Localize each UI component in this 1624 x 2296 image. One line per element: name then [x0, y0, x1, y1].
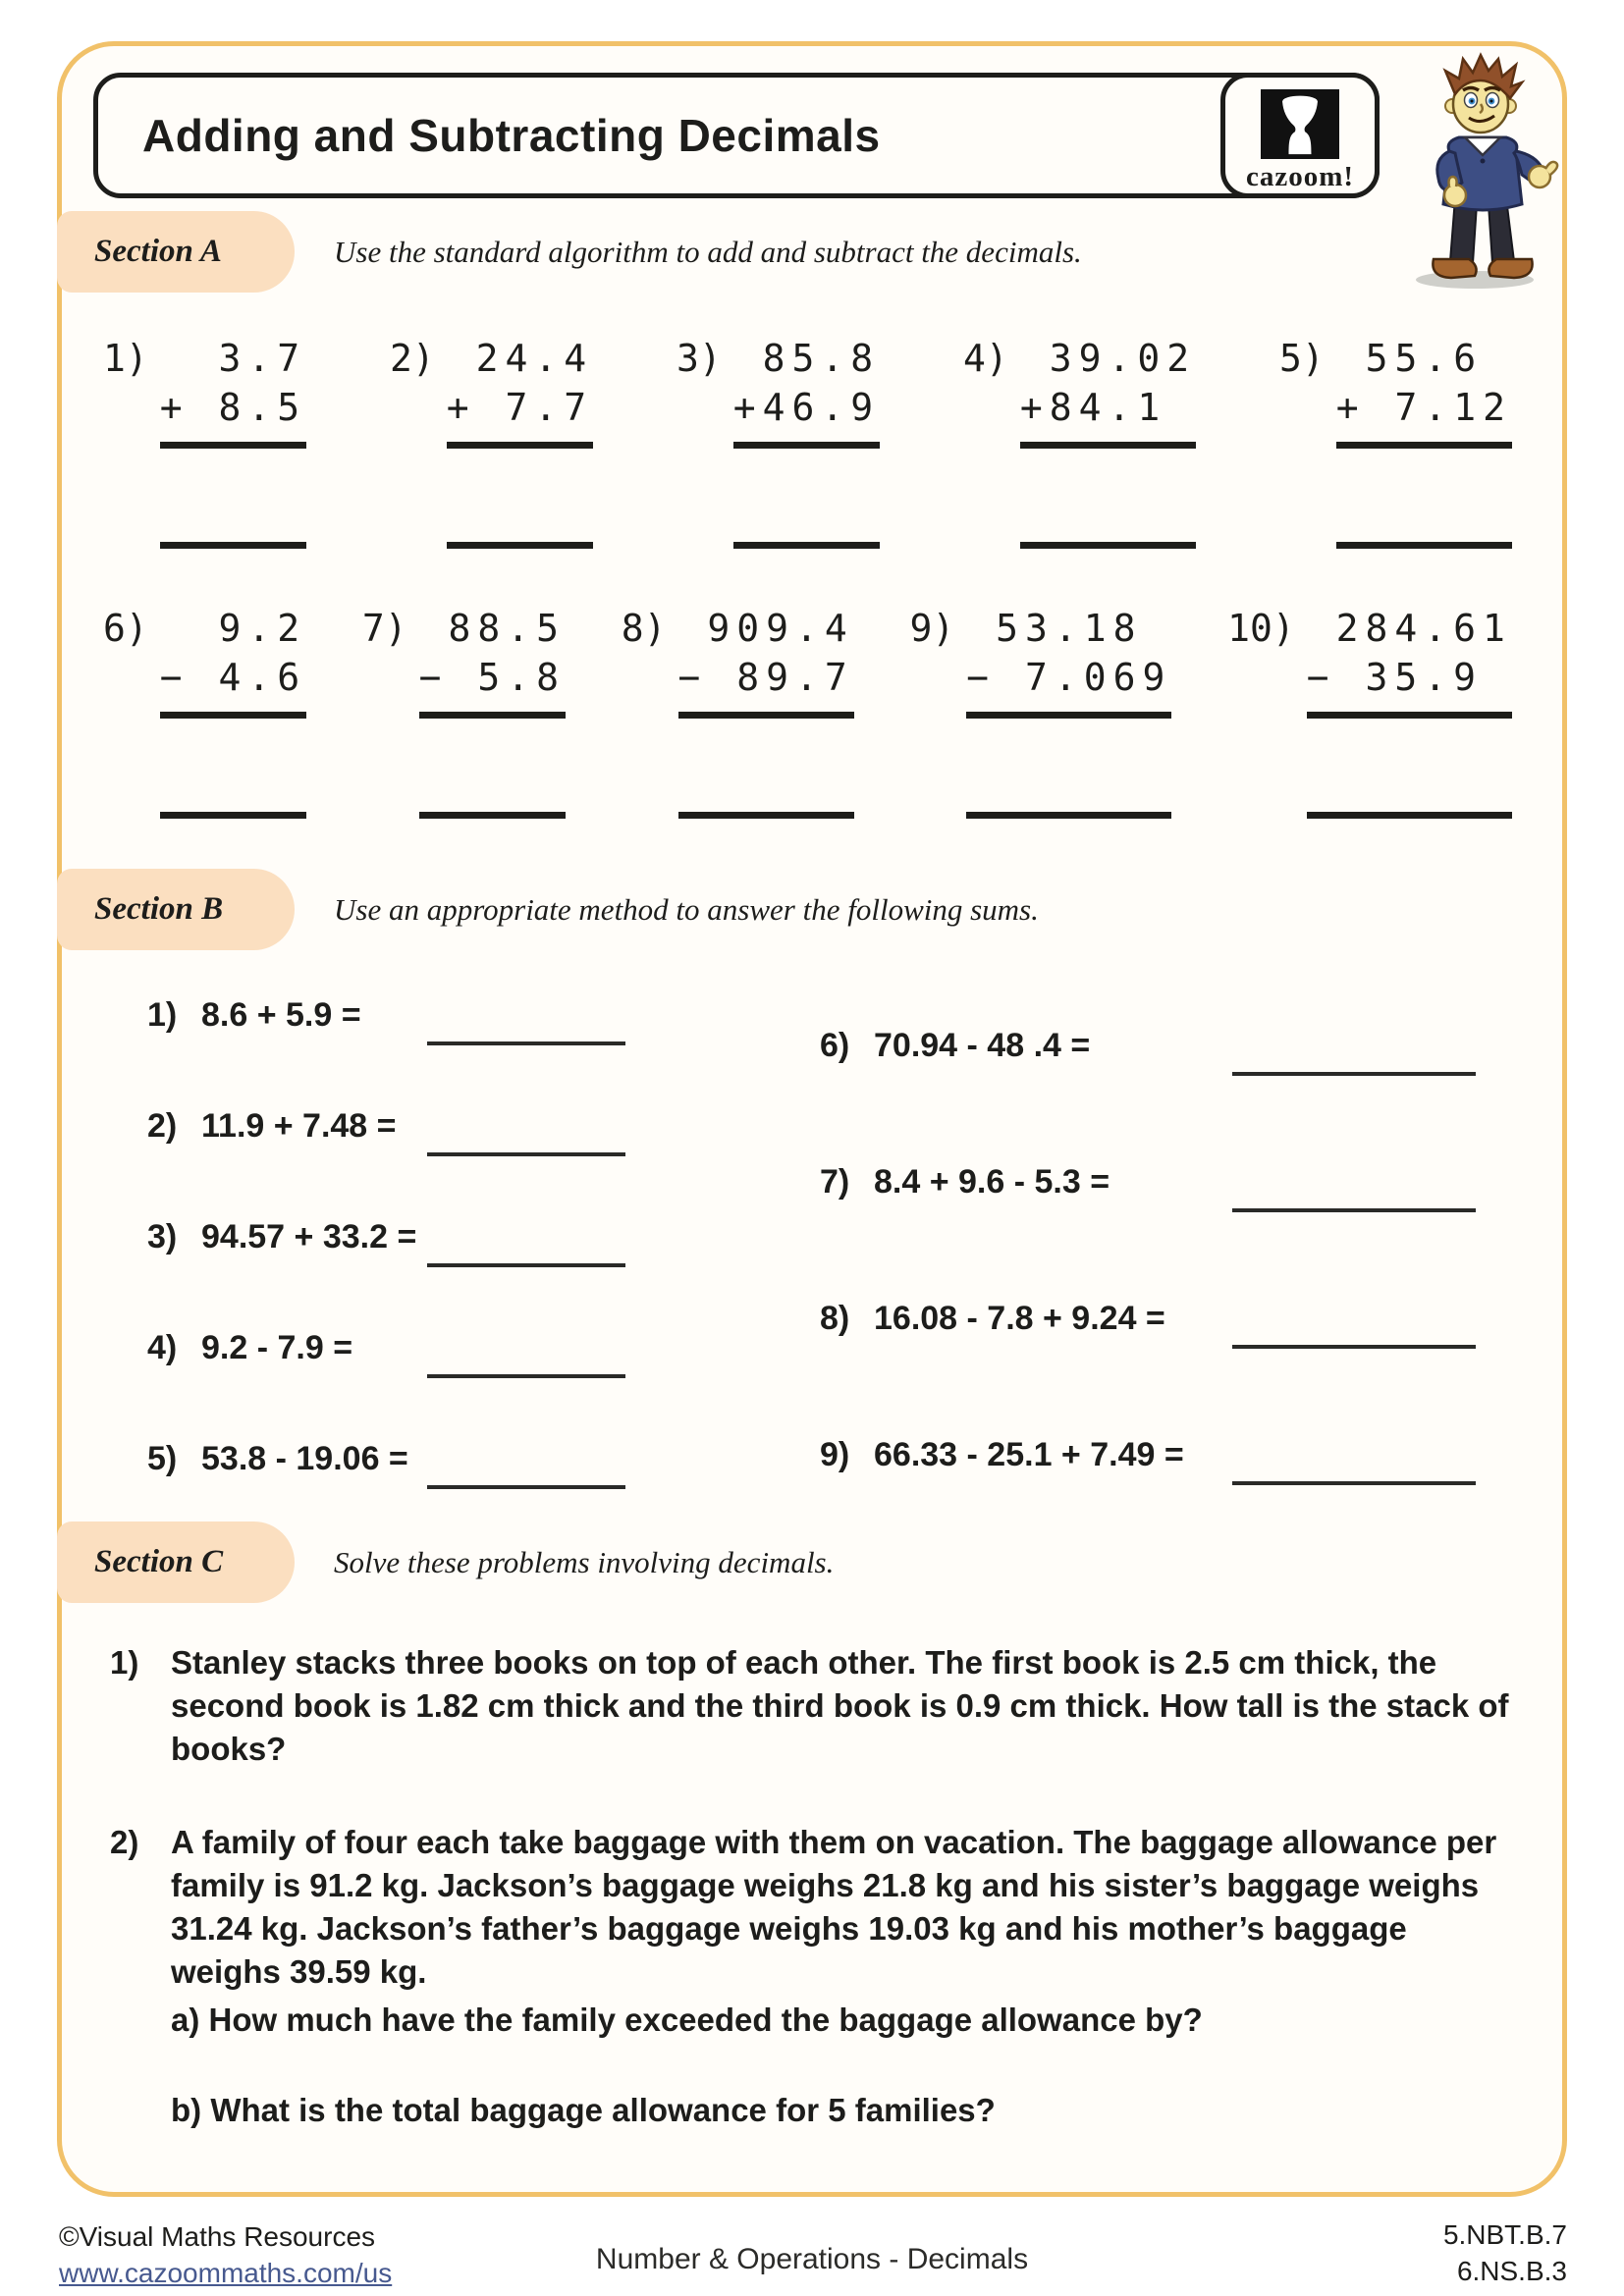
equals-line: [678, 712, 854, 719]
sum-expression: 11.9 + 7.48 =: [201, 1107, 397, 1145]
answer-blank-line: [966, 812, 1171, 819]
answer-blank-line: [427, 1041, 625, 1045]
section-b-right-column: [820, 1027, 1507, 1573]
answer-blank-line: [733, 542, 880, 549]
equals-line: [447, 442, 593, 449]
sum-item: [820, 1300, 1507, 1436]
problem-number: 5): [1278, 337, 1325, 380]
answer-blank-line: [1336, 542, 1512, 549]
sum-item: [147, 1218, 835, 1329]
sum-expression: 8.4 + 9.6 - 5.3 =: [874, 1163, 1110, 1201]
top-operand: 284.61: [1335, 607, 1512, 650]
problem-number: 8): [621, 607, 667, 650]
word-problem-1-number: 1): [110, 1644, 139, 1681]
sum-expression: 16.08 - 7.8 + 9.24 =: [874, 1300, 1165, 1337]
footer-topic: Number & Operations - Decimals: [595, 2243, 1029, 2275]
bottom-operand-with-operator: − 89.7: [677, 656, 854, 699]
top-operand: 9.2: [218, 607, 307, 650]
equals-line: [1307, 712, 1512, 719]
cazoom-drum-icon: [1261, 89, 1339, 159]
sum-number: 1): [147, 996, 178, 1034]
website-link[interactable]: www.cazoommaths.com/us: [59, 2258, 393, 2288]
bottom-operand-with-operator: +46.9: [732, 386, 881, 429]
sum-item: [820, 1436, 1507, 1573]
answer-blank-line: [427, 1263, 625, 1267]
bottom-operand-with-operator: + 7.7: [446, 386, 594, 429]
standard-code-2: 6.NS.B.3: [1456, 2256, 1567, 2286]
problem-operands: [1307, 604, 1512, 819]
problem-operands: [1020, 334, 1196, 549]
top-operand: 909.4: [707, 607, 854, 650]
problem-number: 10): [1227, 607, 1295, 650]
top-operand: 53.18: [996, 607, 1172, 650]
bottom-operand-with-operator: + 8.5: [159, 386, 307, 429]
problem-operands: [160, 334, 306, 549]
equals-line: [160, 712, 306, 719]
sum-number: 7): [820, 1163, 850, 1201]
sum-expression: 8.6 + 5.9 =: [201, 996, 361, 1034]
answer-blank-line: [1232, 1208, 1476, 1212]
section-c-label-text: Section C: [94, 1544, 224, 1579]
word-problem-1-text: Stanley stacks three books on top of each other. The first book is 2.5 cm thick, the second book is 1.82 cm thick and the third book is 0.9 cm thick. How tall is the stack of books?: [171, 1644, 1509, 1767]
section-c-instruction: Solve these problems involving decimals.: [334, 1544, 835, 1579]
answer-blank-line: [1020, 542, 1196, 549]
answer-blank-line: [447, 542, 593, 549]
sum-number: 4): [147, 1329, 178, 1366]
mascot-character: [1396, 51, 1569, 294]
section-a-problems-row-2: [103, 604, 1512, 819]
section-c-label: [57, 1522, 295, 1603]
section-a-instruction: Use the standard algorithm to add and subtract the decimals.: [334, 234, 1082, 269]
sum-number: 9): [820, 1436, 850, 1473]
section-b-instruction: Use an appropriate method to answer the following sums.: [334, 891, 1039, 927]
column-arithmetic-problem: [910, 604, 1172, 819]
section-a-label-text: Section A: [94, 234, 222, 269]
sum-number: 3): [147, 1218, 178, 1255]
answer-blank-line: [160, 542, 306, 549]
sum-number: 6): [820, 1027, 850, 1064]
sum-item: [820, 1163, 1507, 1300]
column-arithmetic-problem: [1227, 604, 1512, 819]
top-operand: 85.8: [762, 337, 881, 380]
column-arithmetic-problem: [1279, 334, 1512, 549]
section-a-label: [57, 211, 295, 293]
cazoom-logo-text: cazoom!: [1245, 161, 1355, 192]
sum-number: 8): [820, 1300, 850, 1337]
equals-line: [733, 442, 880, 449]
answer-blank-line: [1307, 812, 1512, 819]
problem-number: 1): [103, 337, 148, 380]
column-arithmetic-problem: [677, 334, 880, 549]
copyright-text: ©Visual Maths Resources: [59, 2221, 376, 2252]
standard-code-1: 5.NBT.B.7: [1442, 2219, 1567, 2250]
title-box: [93, 73, 1380, 198]
bottom-operand-with-operator: − 35.9: [1306, 656, 1512, 699]
column-arithmetic-problem: [963, 334, 1196, 549]
column-arithmetic-problem: [362, 604, 566, 819]
sum-item: [147, 1107, 835, 1218]
problem-operands: [1336, 334, 1512, 549]
problem-number: 4): [963, 337, 1008, 380]
column-arithmetic-problem: [390, 334, 593, 549]
equals-line: [419, 712, 566, 719]
answer-blank-line: [160, 812, 306, 819]
problem-operands: [966, 604, 1171, 819]
section-b-label: [57, 869, 295, 950]
sum-expression: 94.57 + 33.2 =: [201, 1218, 417, 1255]
bottom-operand-with-operator: + 7.12: [1335, 386, 1512, 429]
word-problem-2-part-a: a) How much have the family exceeded the baggage allowance by?: [171, 2002, 1203, 2038]
word-problem-2: [110, 1821, 1529, 1994]
sum-expression: 53.8 - 19.06 =: [201, 1440, 408, 1477]
problem-number: 3): [677, 337, 722, 380]
sum-item: [820, 1027, 1507, 1163]
top-operand: 3.7: [218, 337, 307, 380]
equals-line: [1336, 442, 1512, 449]
sum-number: 5): [147, 1440, 178, 1477]
answer-blank-line: [427, 1374, 625, 1378]
equals-line: [966, 712, 1171, 719]
top-operand: 39.02: [1049, 337, 1197, 380]
column-arithmetic-problem: [622, 604, 854, 819]
answer-blank-line: [678, 812, 854, 819]
sum-expression: 66.33 - 25.1 + 7.49 =: [874, 1436, 1184, 1473]
column-arithmetic-problem: [103, 334, 306, 549]
problem-operands: [678, 604, 854, 819]
problem-operands: [447, 334, 593, 549]
problem-operands: [419, 604, 566, 819]
sum-expression: 70.94 - 48 .4 =: [874, 1027, 1091, 1064]
word-problem-2-number: 2): [110, 1824, 139, 1860]
word-problem-2-text: A family of four each take baggage with them on vacation. The baggage allowance per family is 91.2 kg. Jackson’s baggage weighs 21.8 kg and his sister’s baggage weighs 31.24 kg. Jackson’s father’s baggage weighs 19.03 kg and his mother’s baggage weighs 39.59 kg.: [171, 1824, 1497, 1990]
problem-number: 9): [909, 607, 955, 650]
sum-expression: 9.2 - 7.9 =: [201, 1329, 353, 1366]
answer-blank-line: [427, 1485, 625, 1489]
cazoom-logo: [1220, 73, 1380, 198]
top-operand: 24.4: [475, 337, 594, 380]
bottom-operand-with-operator: − 5.8: [418, 656, 567, 699]
word-problem-1: [110, 1641, 1529, 1771]
problem-operands: [160, 604, 306, 819]
section-b-label-text: Section B: [94, 891, 224, 927]
bottom-operand-with-operator: − 4.6: [159, 656, 307, 699]
problem-number: 7): [361, 607, 407, 650]
word-problem-2-part-b: b) What is the total baggage allowance for 5 families?: [171, 2092, 996, 2128]
problem-operands: [733, 334, 880, 549]
sum-number: 2): [147, 1107, 178, 1145]
equals-line: [160, 442, 306, 449]
answer-blank-line: [1232, 1481, 1476, 1485]
answer-blank-line: [1232, 1072, 1476, 1076]
top-operand: 88.5: [448, 607, 567, 650]
answer-blank-line: [427, 1152, 625, 1156]
section-a-problems-row-1: [103, 334, 1512, 549]
equals-line: [1020, 442, 1196, 449]
problem-number: 6): [103, 607, 148, 650]
column-arithmetic-problem: [103, 604, 306, 819]
page-title: Adding and Subtracting Decimals: [142, 110, 881, 161]
section-b-left-column: [147, 996, 835, 1551]
sum-item: [147, 996, 835, 1107]
answer-blank-line: [1232, 1345, 1476, 1349]
footer-standards: [1443, 2216, 1567, 2289]
bottom-operand-with-operator: − 7.069: [966, 656, 1172, 699]
top-operand: 55.6: [1365, 337, 1512, 380]
bottom-operand-with-operator: +84.1: [1019, 386, 1197, 429]
problem-number: 2): [390, 337, 435, 380]
answer-blank-line: [419, 812, 566, 819]
sum-item: [147, 1329, 835, 1440]
